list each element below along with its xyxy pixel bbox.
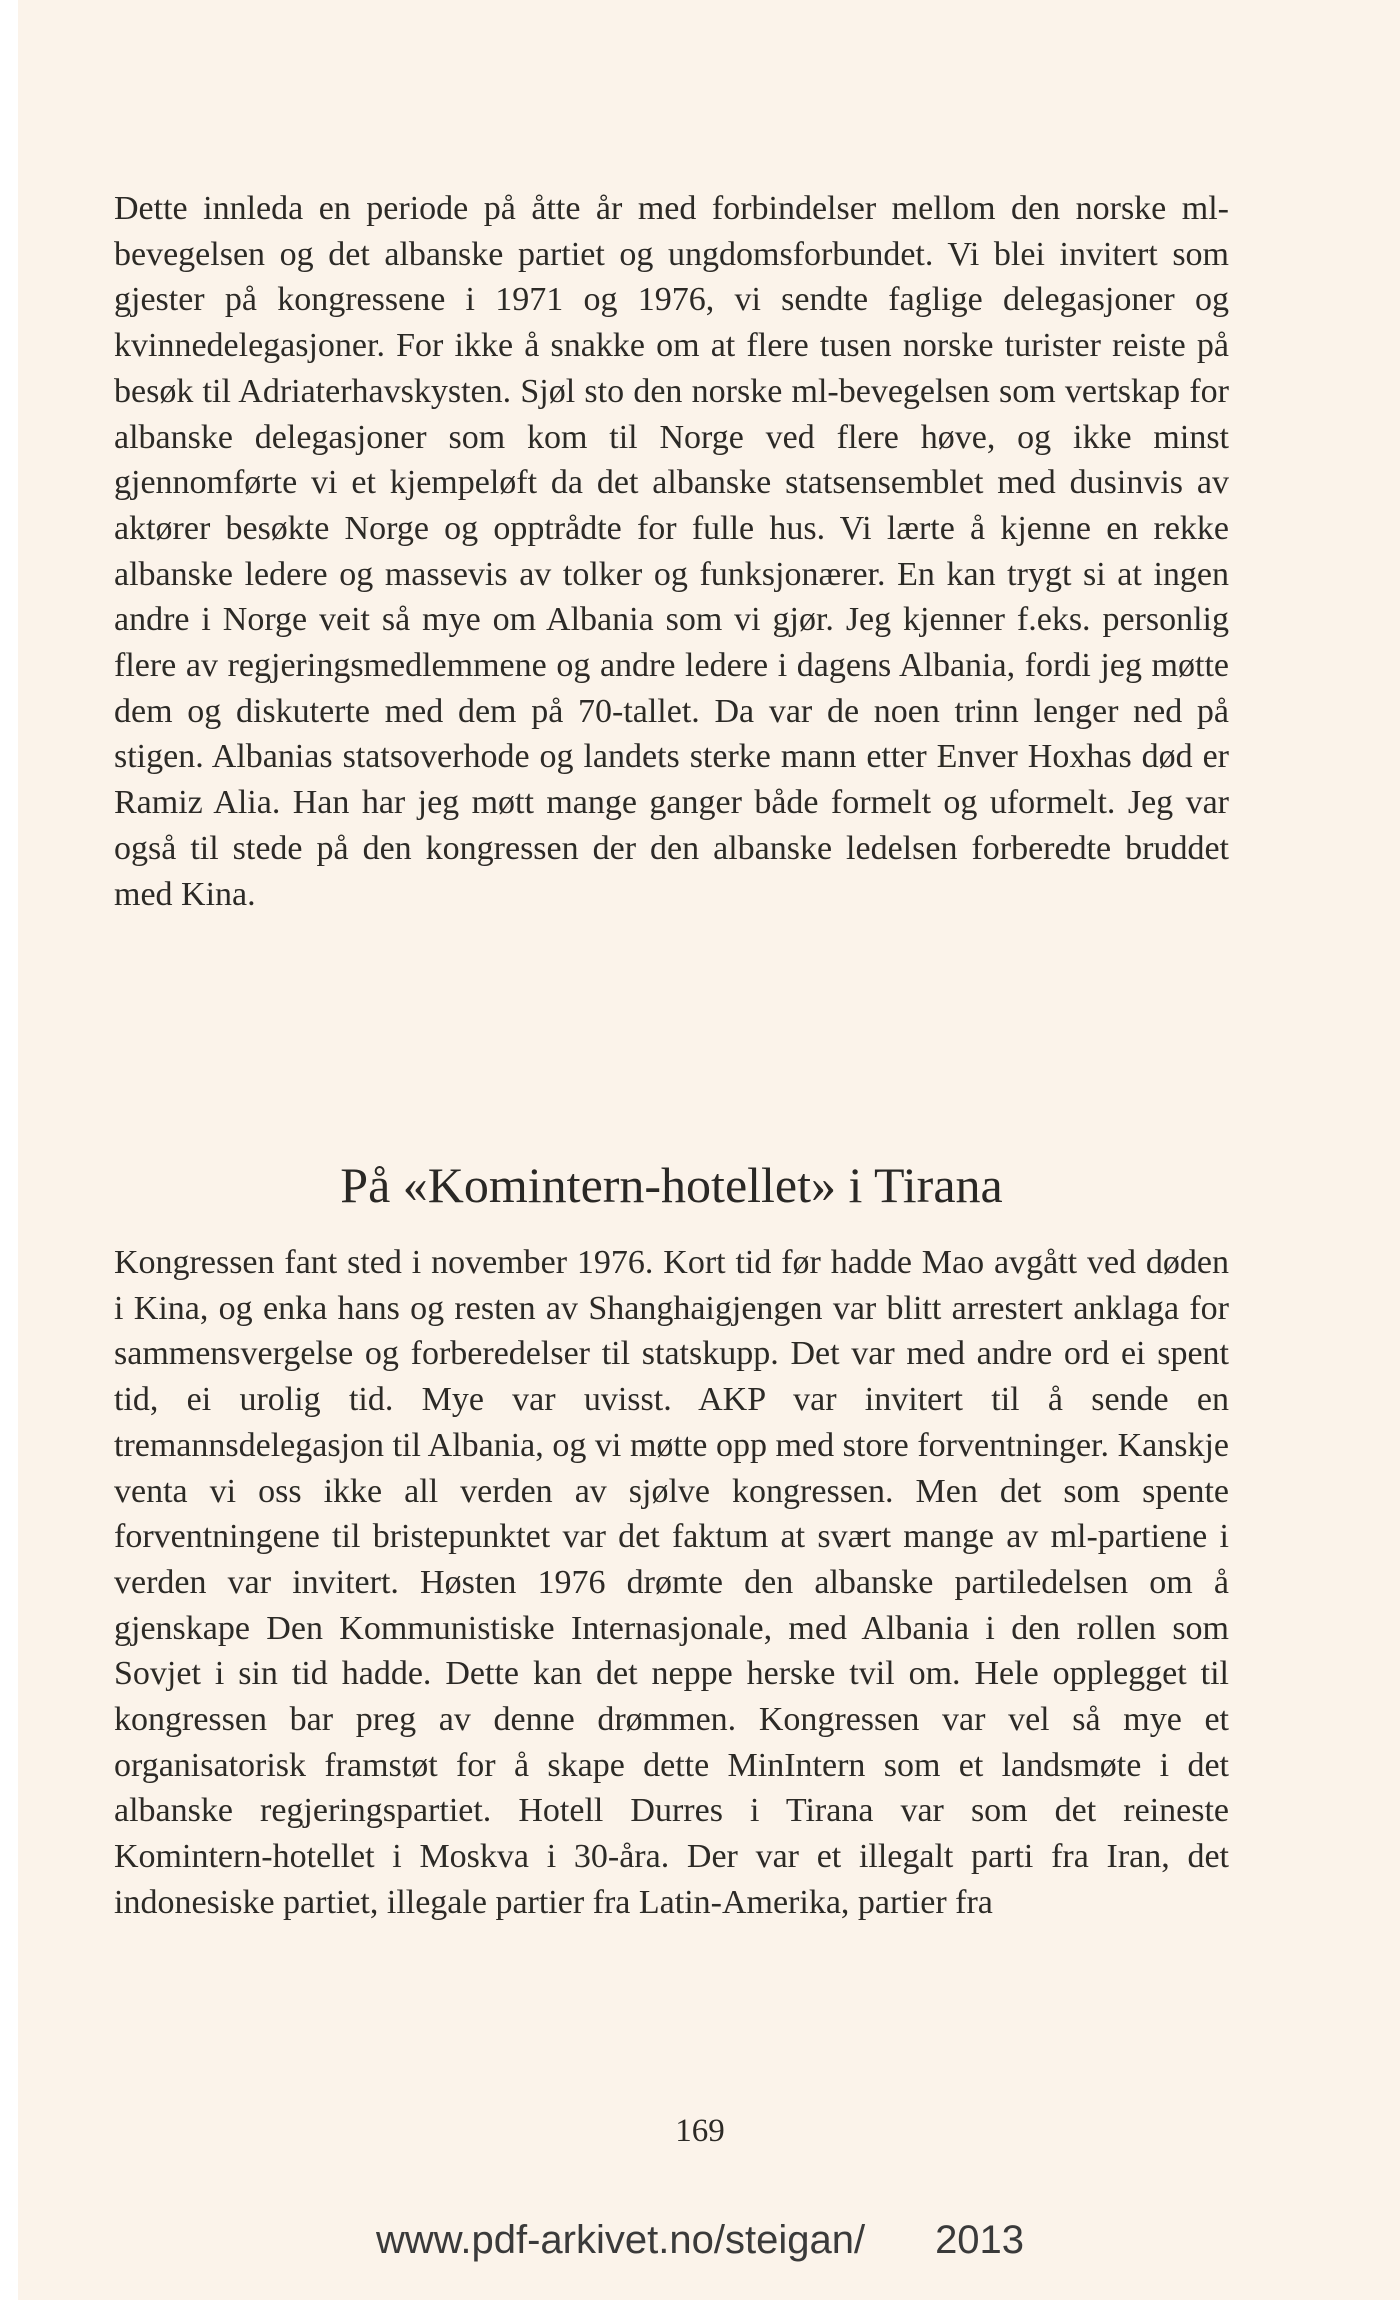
page-number: 169 [675, 2113, 725, 2149]
body-paragraph-intro: Dette innleda en periode på åtte år med forbindelser mellom den norske ml-bevegelsen og det albanske partiet og ungdomsforbundet. Vi blei invitert som gjester på kongressene i 1971 og 1976, vi sendte faglige delegasjoner og kvinnedelegasjoner. For ikke å snakke om at flere tusen norske turister reiste på besøk til Adriaterhavskysten. Sjøl sto den norske ml-bevegelsen som vertskap for albanske delegasjoner som kom til Norge ved flere høve, og ikke minst gjennomførte vi et kjempeløft da det albanske statsensemblet med dusinvis av aktører besøkte Norge og opptrådte for fulle hus. Vi lærte å kjenne en rekke albanske ledere og massevis av tolker og funksjonærer. En kan trygt si at ingen andre i Norge veit så mye om Albania som vi gjør. Jeg kjenner f.eks. personlig flere av regjeringsmedlemmene og andre ledere i dagens Albania, fordi jeg møtte dem og diskuterte med dem på 70-tallet. Da var de noen trinn lenger ned på stigen. Albanias statsoverhode og landets sterke mann etter Enver Hoxhas død er Ramiz Alia. Han har jeg møtt mange ganger både formelt og uformelt. Jeg var også til stede på den kongressen der den albanske ledelsen forberedte bruddet med Kina. [114, 190, 1229, 913]
section-heading: På «Komintern-hotellet» i Tirana [340, 1157, 1003, 1213]
footer-year: 2013 [935, 2218, 1025, 2262]
footer-url: www.pdf-arkivet.no/steigan/ [375, 2218, 866, 2262]
body-paragraph-congress: Kongressen fant sted i november 1976. Kort tid før hadde Mao avgått ved døden i Kina, og enka hans og resten av Shanghaigjengen var blitt arrestert anklaga for sammensvergelse og forberedelser til statskupp. Det var med andre ord ei spent tid, ei urolig tid. Mye var uvisst. AKP var invitert til å sende en tremannsdelegasjon til Albania, og vi møtte opp med store forventninger. Kanskje venta vi oss ikke all verden av sjølve kongressen. Men det som spente forventningene til bristepunktet var det faktum at svært mange av ml-partiene i verden var invitert. Høsten 1976 drømte den albanske partiledelsen om å gjenskape Den Kommunistiske Internasjonale, med Albania i den rollen som Sovjet i sin tid hadde. Dette kan det neppe herske tvil om. Hele opplegget til kongressen bar preg av denne drømmen. Kongressen var vel så mye et organisatorisk framstøt for å skape dette MinIntern som et landsmøte i det albanske regjeringspartiet. Hotell Durres i Tirana var som det reineste Komintern-hotellet i Moskva i 30-åra. Der var et illegalt parti fra Iran, det indonesiske partiet, illegale partier fra Latin-Amerika, partier fra [114, 1244, 1229, 1921]
footer-watermark [0, 2218, 1400, 2263]
